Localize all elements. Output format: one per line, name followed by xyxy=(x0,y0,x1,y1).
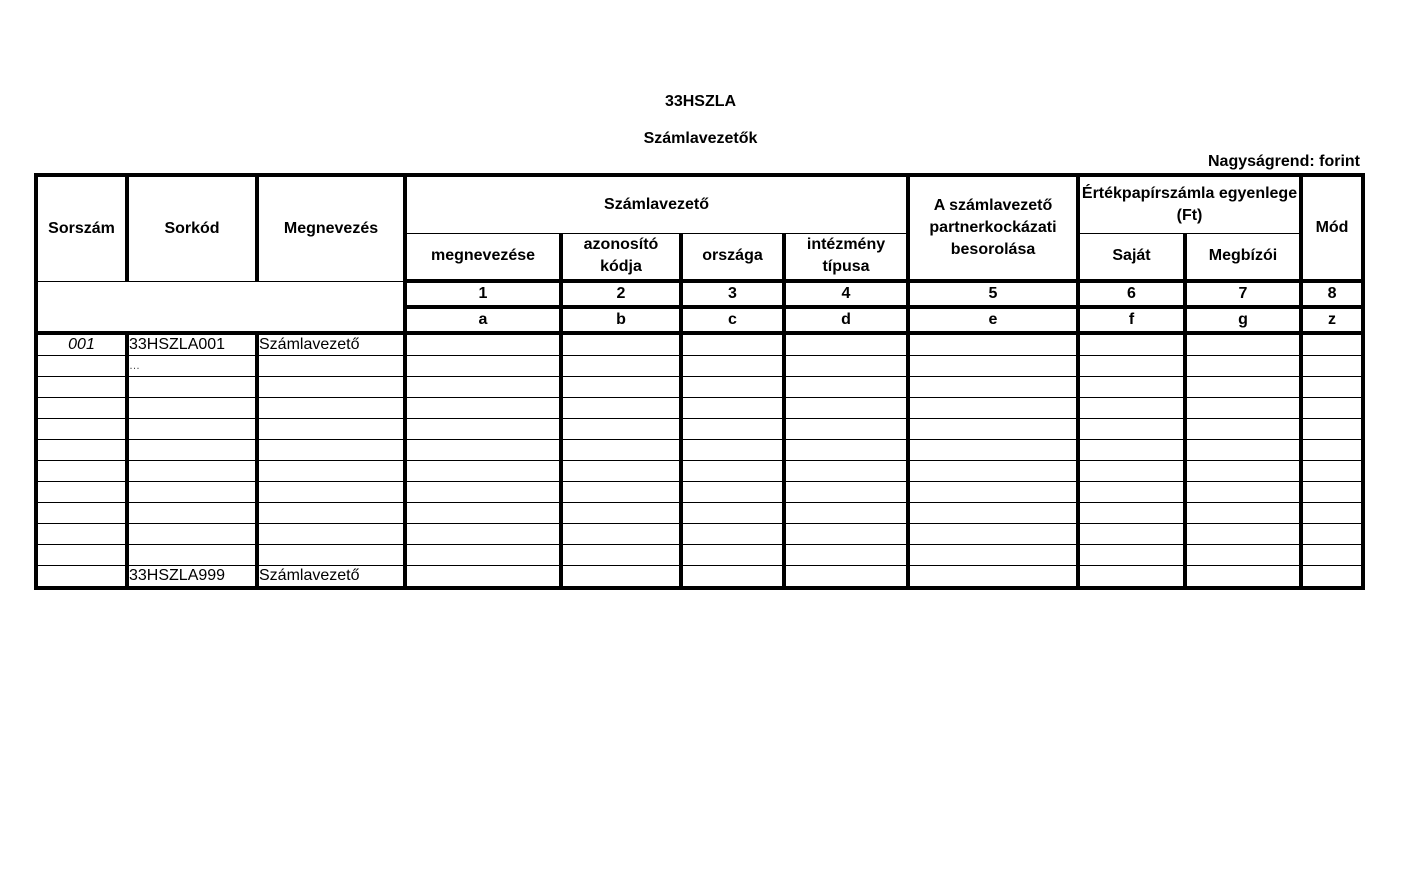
cell-value-z[interactable] xyxy=(1301,461,1363,482)
cell-sorkod xyxy=(127,482,257,503)
cell-value-g[interactable] xyxy=(1185,333,1301,356)
table-body xyxy=(36,333,1363,588)
cell-value-f[interactable] xyxy=(1078,419,1185,440)
cell-sorkod: 33HSZLA999 xyxy=(127,566,257,589)
cell-sorkod xyxy=(127,440,257,461)
cell-value-b[interactable] xyxy=(561,461,681,482)
cell-value-a[interactable] xyxy=(405,440,561,461)
cell-value-g[interactable] xyxy=(1185,440,1301,461)
cell-sorszam xyxy=(36,524,127,545)
table-row xyxy=(36,333,1363,356)
header-azonosito-kodja: azonosító kódja xyxy=(561,233,681,281)
cell-value-b[interactable] xyxy=(561,377,681,398)
cell-value-a[interactable] xyxy=(405,377,561,398)
accounts-table xyxy=(34,173,1365,590)
cell-value-z[interactable] xyxy=(1301,545,1363,566)
cell-value-g[interactable] xyxy=(1185,524,1301,545)
cell-value-e[interactable] xyxy=(908,398,1078,419)
cell-value-d[interactable] xyxy=(784,524,908,545)
cell-sorszam xyxy=(36,419,127,440)
cell-value-c[interactable] xyxy=(681,524,784,545)
cell-megnevezes xyxy=(257,398,405,419)
cell-sorszam xyxy=(36,503,127,524)
table-row xyxy=(36,398,1363,419)
cell-value-z[interactable] xyxy=(1301,440,1363,461)
cell-value-g[interactable] xyxy=(1185,566,1301,589)
header-sorszam: Sorszám xyxy=(36,175,127,281)
cell-megnevezes xyxy=(257,377,405,398)
header-orszaga: országa xyxy=(681,233,784,281)
header-intezmeny-tipusa: intézmény típusa xyxy=(784,233,908,281)
cell-value-a[interactable] xyxy=(405,333,561,356)
cell-value-d[interactable] xyxy=(784,356,908,377)
cell-value-z[interactable] xyxy=(1301,333,1363,356)
header-partnerkockazati: A számlavezető partnerkockázati besorolása xyxy=(908,175,1078,281)
cell-value-c[interactable] xyxy=(681,545,784,566)
header-sorkod: Sorkód xyxy=(127,175,257,281)
cell-value-c[interactable] xyxy=(681,503,784,524)
cell-value-e[interactable] xyxy=(908,440,1078,461)
cell-value-f[interactable] xyxy=(1078,333,1185,356)
cell-value-z[interactable] xyxy=(1301,524,1363,545)
cell-value-c[interactable] xyxy=(681,482,784,503)
cell-value-g[interactable] xyxy=(1185,356,1301,377)
cell-value-c[interactable] xyxy=(681,419,784,440)
cell-value-f[interactable] xyxy=(1078,482,1185,503)
cell-value-d[interactable] xyxy=(784,398,908,419)
column-letter: z xyxy=(1301,307,1363,333)
cell-value-c[interactable] xyxy=(681,440,784,461)
cell-value-b[interactable] xyxy=(561,333,681,356)
cell-megnevezes xyxy=(257,356,405,377)
cell-value-c[interactable] xyxy=(681,398,784,419)
cell-value-g[interactable] xyxy=(1185,503,1301,524)
table-row xyxy=(36,356,1363,377)
form-code: 33HSZLA xyxy=(664,93,737,110)
cell-value-d[interactable] xyxy=(784,440,908,461)
cell-sorkod xyxy=(127,545,257,566)
cell-value-d[interactable] xyxy=(784,503,908,524)
cell-value-f[interactable] xyxy=(1078,398,1185,419)
cell-value-f[interactable] xyxy=(1078,377,1185,398)
cell-value-a[interactable] xyxy=(405,566,561,589)
column-letter: e xyxy=(908,307,1078,333)
cell-value-d[interactable] xyxy=(784,545,908,566)
cell-value-b[interactable] xyxy=(561,356,681,377)
cell-value-g[interactable] xyxy=(1185,398,1301,419)
cell-value-z[interactable] xyxy=(1301,398,1363,419)
column-letter: f xyxy=(1078,307,1185,333)
cell-value-d[interactable] xyxy=(784,419,908,440)
cell-value-e[interactable] xyxy=(908,545,1078,566)
cell-sorszam xyxy=(36,545,127,566)
cell-value-c[interactable] xyxy=(681,356,784,377)
cell-value-e[interactable] xyxy=(908,566,1078,589)
cell-megnevezes: Számlavezető xyxy=(257,566,405,589)
cell-value-g[interactable] xyxy=(1185,482,1301,503)
cell-value-f[interactable] xyxy=(1078,524,1185,545)
cell-value-a[interactable] xyxy=(405,545,561,566)
cell-value-b[interactable] xyxy=(561,440,681,461)
cell-sorkod: … xyxy=(127,356,257,377)
cell-value-b[interactable] xyxy=(561,398,681,419)
header-blank xyxy=(36,281,405,333)
table-row xyxy=(36,503,1363,524)
cell-value-e[interactable] xyxy=(908,461,1078,482)
cell-sorszam xyxy=(36,440,127,461)
cell-sorszam xyxy=(36,566,127,589)
column-number: 1 xyxy=(405,281,561,307)
cell-value-b[interactable] xyxy=(561,545,681,566)
cell-sorkod xyxy=(127,377,257,398)
cell-value-b[interactable] xyxy=(561,566,681,589)
cell-value-c[interactable] xyxy=(681,566,784,589)
column-number: 4 xyxy=(784,281,908,307)
cell-value-f[interactable] xyxy=(1078,440,1185,461)
cell-value-f[interactable] xyxy=(1078,461,1185,482)
table-row xyxy=(36,419,1363,440)
cell-value-e[interactable] xyxy=(908,524,1078,545)
cell-value-a[interactable] xyxy=(405,398,561,419)
table-row xyxy=(36,440,1363,461)
header-megbizoi: Megbízói xyxy=(1185,233,1301,281)
header-ertekpapir-group: Értékpapírszámla egyenlege (Ft) xyxy=(1078,175,1301,233)
cell-megnevezes xyxy=(257,524,405,545)
cell-value-e[interactable] xyxy=(908,419,1078,440)
cell-value-e[interactable] xyxy=(908,503,1078,524)
table-row xyxy=(36,566,1363,589)
cell-value-d[interactable] xyxy=(784,333,908,356)
cell-sorkod xyxy=(127,461,257,482)
cell-value-d[interactable] xyxy=(784,377,908,398)
cell-sorkod xyxy=(127,503,257,524)
cell-value-z[interactable] xyxy=(1301,482,1363,503)
header-mod: Mód xyxy=(1301,175,1363,281)
header-megnevezes: Megnevezés xyxy=(257,175,405,281)
cell-value-f[interactable] xyxy=(1078,566,1185,589)
cell-value-c[interactable] xyxy=(681,461,784,482)
column-letter: d xyxy=(784,307,908,333)
cell-sorkod xyxy=(127,419,257,440)
cell-sorszam xyxy=(36,461,127,482)
table-row xyxy=(36,524,1363,545)
column-number: 7 xyxy=(1185,281,1301,307)
table-row xyxy=(36,545,1363,566)
cell-value-f[interactable] xyxy=(1078,503,1185,524)
cell-value-g[interactable] xyxy=(1185,545,1301,566)
cell-value-c[interactable] xyxy=(681,377,784,398)
cell-sorszam xyxy=(36,377,127,398)
cell-value-c[interactable] xyxy=(681,333,784,356)
cell-value-g[interactable] xyxy=(1185,461,1301,482)
cell-value-b[interactable] xyxy=(561,482,681,503)
form-title: Számlavezetők xyxy=(643,130,758,147)
cell-megnevezes xyxy=(257,419,405,440)
column-letter: b xyxy=(561,307,681,333)
header-szamlavezeto-group: Számlavezető xyxy=(405,175,908,233)
header-sajat: Saját xyxy=(1078,233,1185,281)
cell-value-e[interactable] xyxy=(908,482,1078,503)
cell-value-f[interactable] xyxy=(1078,356,1185,377)
cell-sorkod xyxy=(127,524,257,545)
cell-value-z[interactable] xyxy=(1301,356,1363,377)
cell-sorszam xyxy=(36,398,127,419)
cell-value-b[interactable] xyxy=(561,524,681,545)
table-row xyxy=(36,461,1363,482)
cell-value-a[interactable] xyxy=(405,419,561,440)
cell-value-g[interactable] xyxy=(1185,377,1301,398)
cell-megnevezes xyxy=(257,482,405,503)
cell-value-a[interactable] xyxy=(405,503,561,524)
column-number: 2 xyxy=(561,281,681,307)
column-letter: g xyxy=(1185,307,1301,333)
cell-value-e[interactable] xyxy=(908,377,1078,398)
column-letter: a xyxy=(405,307,561,333)
table-row xyxy=(36,482,1363,503)
cell-sorkod: 33HSZLA001 xyxy=(127,333,257,356)
column-number: 5 xyxy=(908,281,1078,307)
cell-sorszam: 001 xyxy=(36,333,127,356)
cell-value-z[interactable] xyxy=(1301,419,1363,440)
cell-value-z[interactable] xyxy=(1301,503,1363,524)
cell-megnevezes xyxy=(257,545,405,566)
cell-value-a[interactable] xyxy=(405,482,561,503)
cell-value-e[interactable] xyxy=(908,333,1078,356)
cell-value-g[interactable] xyxy=(1185,419,1301,440)
cell-value-a[interactable] xyxy=(405,461,561,482)
header-megnevezese: megnevezése xyxy=(405,233,561,281)
cell-value-d[interactable] xyxy=(784,566,908,589)
cell-value-a[interactable] xyxy=(405,356,561,377)
cell-megnevezes xyxy=(257,440,405,461)
column-number: 8 xyxy=(1301,281,1363,307)
cell-value-z[interactable] xyxy=(1301,377,1363,398)
unit-label: Nagyságrend: forint xyxy=(1207,153,1360,170)
cell-value-a[interactable] xyxy=(405,524,561,545)
cell-sorkod xyxy=(127,398,257,419)
cell-value-b[interactable] xyxy=(561,503,681,524)
column-number: 3 xyxy=(681,281,784,307)
column-number: 6 xyxy=(1078,281,1185,307)
cell-value-d[interactable] xyxy=(784,482,908,503)
column-letter: c xyxy=(681,307,784,333)
cell-value-e[interactable] xyxy=(908,356,1078,377)
cell-megnevezes: Számlavezető xyxy=(257,333,405,356)
cell-sorszam xyxy=(36,356,127,377)
cell-value-z[interactable] xyxy=(1301,566,1363,589)
cell-value-d[interactable] xyxy=(784,461,908,482)
cell-megnevezes xyxy=(257,461,405,482)
cell-megnevezes xyxy=(257,503,405,524)
cell-value-f[interactable] xyxy=(1078,545,1185,566)
cell-value-b[interactable] xyxy=(561,419,681,440)
table-row xyxy=(36,377,1363,398)
cell-sorszam xyxy=(36,482,127,503)
